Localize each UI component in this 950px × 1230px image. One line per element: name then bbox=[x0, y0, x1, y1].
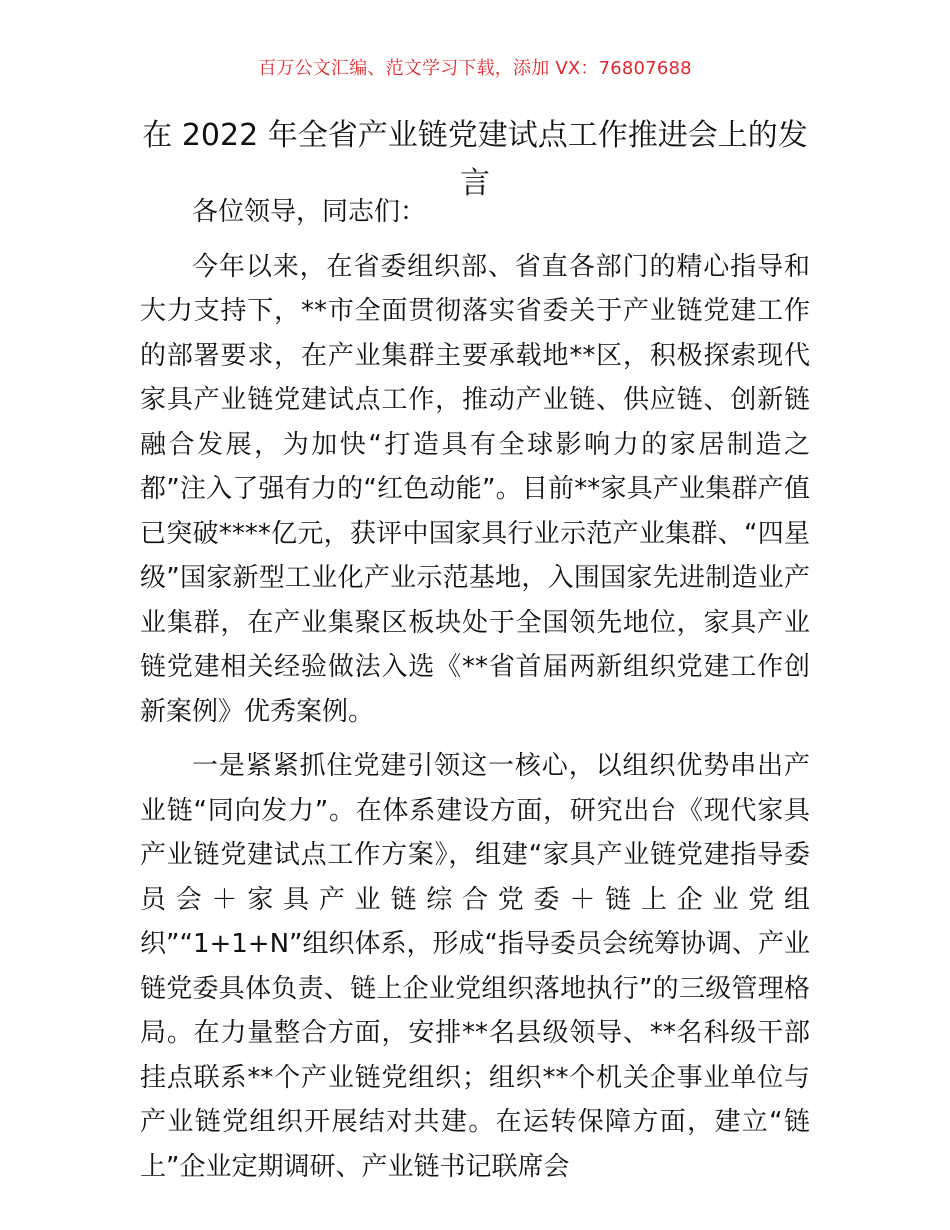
body-paragraph: 一是紧紧抓住党建引领这一核心，以组织优势串出产业链“同向发力”。在体系建设方面，研究出台《现代家具产业链党建试点工作方案》，组建“家具产业链党建指导委员会＋家具产业链综合党委＋链上企业党组织”“1+1+N”组织体系，形成“指导委员会统筹协调、产业链党委具体负责、链上企业党组织落地执行”的三级管理格局。在力量整合方面，安排**名县级领导、**名科级干部挂点联系**个产业链党组织；组织**个机关企事业单位与产业链党组织开展结对共建。在运转保障方面，建立“链上”企业定期调研、产业链书记联席会 bbox=[140, 751, 810, 1182]
document-body bbox=[140, 190, 810, 1189]
body-paragraph: 今年以来，在省委组织部、省直各部门的精心指导和大力支持下，**市全面贯彻落实省委关于产业链党建工作的部署要求，在产业集群主要承载地**区，积极探索现代家具产业链党建试点工作，推动产业链、供应链、创新链融合发展，为加快“打造具有全球影响力的家居制造之都”注入了强有力的“红色动能”。目前**家具产业集群产值已突破****亿元，获评中国家具行业示范产业集群、“四星级”国家新型工业化产业示范基地，入围国家先进制造业产业集群，在产业集聚区板块处于全国领先地位，家具产业链党建相关经验做法入选《**省首届两新组织党建工作创新案例》优秀案例。 bbox=[140, 251, 810, 727]
salutation-paragraph: 各位领导，同志们： bbox=[192, 197, 427, 227]
header-watermark-note: 百万公文汇编、范文学习下载，添加 VX：76807688 bbox=[258, 58, 692, 79]
document-title: 在 2022 年全省产业链党建试点工作推进会上的发言 bbox=[142, 118, 808, 201]
